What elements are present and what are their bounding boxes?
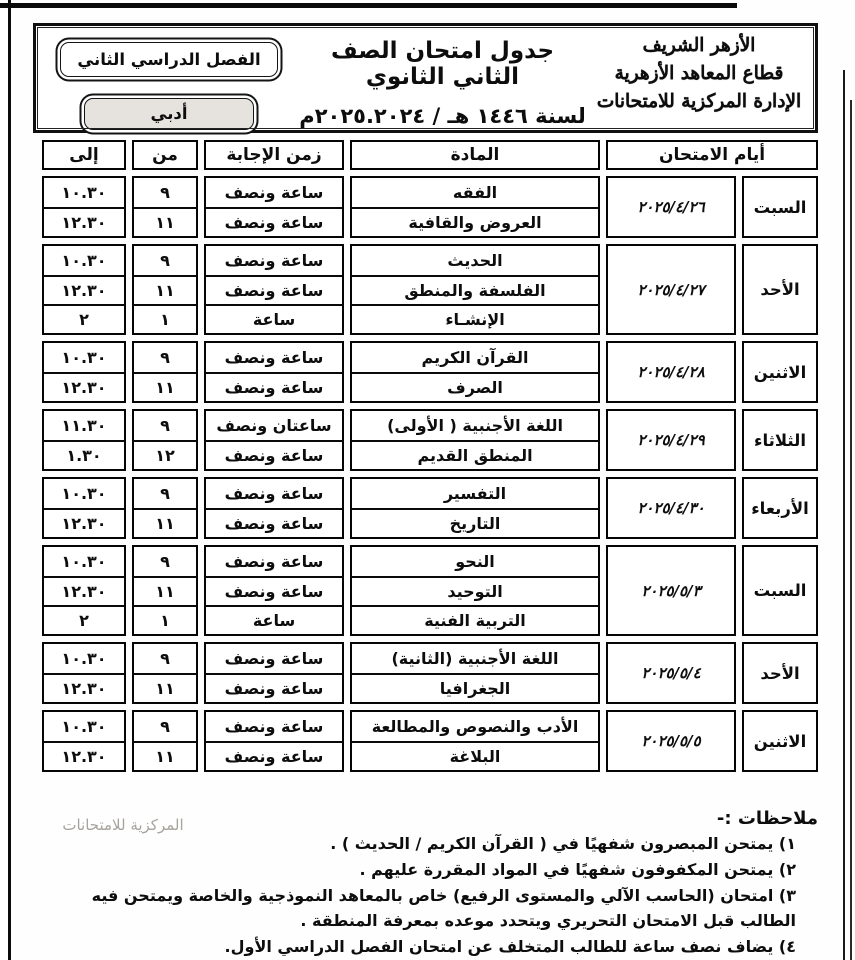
- subject: الإنشـاء: [352, 304, 598, 333]
- day-block: [40, 642, 818, 704]
- start-time: ١١: [134, 372, 196, 401]
- document-header: [33, 23, 818, 133]
- exam-date: ٢٠٢٥/٤/٣٠: [606, 477, 736, 539]
- duration: ساعة ونصف: [224, 484, 324, 503]
- start-time: ١١: [134, 741, 196, 770]
- durations-cell: [204, 477, 344, 539]
- note-item-3: ٣) امتحان (الحاسب الآلي والمستوى الرفيع) خاص بالمعاهد النموذجية والخاصة ويمتحن فيه الطالب قبل الامتحان التحريري ويتحدد موعده بمعرفة المنطقة .: [91, 886, 796, 930]
- notes-title: ملاحظات :-: [716, 808, 818, 829]
- from-cell: [132, 409, 198, 471]
- table-header-row: [40, 140, 818, 170]
- duration: ساعة: [206, 605, 342, 634]
- day-name: الاثنين: [742, 341, 818, 403]
- note-item-4: ٤) يضاف نصف ساعة للطالب المتخلف عن امتحان الفصل الدراسي الأول.: [224, 937, 796, 956]
- subject: الفلسفة والمنطق: [352, 275, 598, 304]
- to-cell: [42, 710, 126, 772]
- header-inner: [36, 26, 815, 130]
- start-time: ١١: [134, 508, 196, 537]
- title-block: [298, 26, 587, 130]
- subjects-cell: [350, 409, 600, 471]
- duration: ساعة ونصف: [206, 741, 342, 770]
- day-block: [40, 409, 818, 471]
- duration: ساعة ونصف: [206, 207, 342, 236]
- col-header-to: إلى: [42, 140, 126, 170]
- exam-date: ٢٠٢٥/٥/٥: [606, 710, 736, 772]
- subject: الأدب والنصوص والمطالعة: [371, 717, 579, 736]
- end-time: ١٠.٣٠: [61, 484, 107, 503]
- end-time: ١٠.٣٠: [61, 649, 107, 668]
- exam-date: ٢٠٢٥/٤/٢٨: [606, 341, 736, 403]
- subject: التوحيد: [352, 576, 598, 605]
- exam-date: ٢٠٢٥/٤/٢٧: [606, 244, 736, 335]
- org-line-1: الأزهر الشريف: [642, 35, 756, 56]
- duration: ساعة ونصف: [224, 649, 324, 668]
- start-time: ٩: [160, 348, 170, 367]
- day-name: الاثنين: [742, 710, 818, 772]
- end-time: ١٢.٣٠: [44, 372, 124, 401]
- durations-cell: [204, 409, 344, 471]
- end-time: ١٠.٣٠: [61, 183, 107, 202]
- day-name: السبت: [742, 176, 818, 238]
- subjects-cell: [350, 477, 600, 539]
- start-time: ١٢: [134, 440, 196, 469]
- start-time: ٩: [160, 183, 170, 202]
- to-cell: [42, 244, 126, 335]
- start-time: ١: [134, 304, 196, 333]
- subject: اللغة الأجنبية (الثانية): [391, 649, 559, 668]
- to-cell: [42, 341, 126, 403]
- from-cell: [132, 341, 198, 403]
- subject: العروض والقافية: [352, 207, 598, 236]
- end-time: ١٢.٣٠: [44, 673, 124, 702]
- durations-cell: [204, 341, 344, 403]
- subject: النحو: [455, 552, 495, 571]
- day-block: [40, 477, 818, 539]
- day-block: [40, 545, 818, 636]
- page-subtitle-year: لسنة ١٤٤٦ هـ / ٢٠٢٥.٢٠٢٤م: [299, 104, 586, 128]
- from-cell: [132, 545, 198, 636]
- col-header-from: من: [132, 140, 198, 170]
- start-time: ٩: [160, 552, 170, 571]
- end-time: ١١.٣٠: [61, 416, 107, 435]
- start-time: ١١: [134, 275, 196, 304]
- day-name: السبت: [742, 545, 818, 636]
- start-time: ١: [134, 605, 196, 634]
- end-time: ٢: [44, 304, 124, 333]
- subjects-cell: [350, 710, 600, 772]
- start-time: ٩: [160, 717, 170, 736]
- start-time: ٩: [160, 251, 170, 270]
- day-name: الأحد: [742, 642, 818, 704]
- end-time: ١٢.٣٠: [44, 207, 124, 236]
- subjects-cell: [350, 545, 600, 636]
- subject: التفسير: [443, 484, 507, 503]
- to-cell: [42, 545, 126, 636]
- org-line-3: الإدارة المركزية للامتحانات: [596, 90, 802, 112]
- end-time: ١٠.٣٠: [61, 552, 107, 571]
- col-header-duration: زمن الإجابة: [204, 140, 344, 170]
- duration: ساعة ونصف: [224, 717, 324, 736]
- col-header-days: أيام الامتحان: [606, 140, 818, 170]
- note-item-1: ١) يمتحن المبصرون شفهيًا في ( القرآن الكريم / الحديث ) .: [330, 834, 796, 853]
- start-time: ٩: [160, 484, 170, 503]
- end-time: ١٠.٣٠: [61, 251, 107, 270]
- subject: الصرف: [352, 372, 598, 401]
- subject: المنطق القديم: [352, 440, 598, 469]
- subject: البلاغة: [352, 741, 598, 770]
- end-time: ١٢.٣٠: [44, 576, 124, 605]
- duration: ساعة ونصف: [206, 673, 342, 702]
- start-time: ١١: [134, 207, 196, 236]
- subject: القرآن الكريم: [421, 348, 529, 367]
- end-time: ١.٣٠: [44, 440, 124, 469]
- subject: الجغرافيا: [352, 673, 598, 702]
- to-cell: [42, 176, 126, 238]
- duration: ساعة ونصف: [206, 275, 342, 304]
- page-title: جدول امتحان الصف الثاني الثانوي: [330, 38, 555, 90]
- exam-date: ٢٠٢٥/٤/٢٩: [606, 409, 736, 471]
- day-name: الثلاثاء: [742, 409, 818, 471]
- to-cell: [42, 477, 126, 539]
- end-time: ٢: [44, 605, 124, 634]
- day-block: [40, 710, 818, 772]
- subject: اللغة الأجنبية ( الأولى): [387, 416, 563, 435]
- end-time: ١٢.٣٠: [44, 508, 124, 537]
- subject: الفقه: [452, 183, 498, 202]
- from-cell: [132, 244, 198, 335]
- duration: ساعة ونصف: [206, 508, 342, 537]
- org-calligraphy: [587, 26, 815, 130]
- duration: ساعة ونصف: [206, 372, 342, 401]
- col-header-subject: المادة: [350, 140, 600, 170]
- day-name: الأحد: [742, 244, 818, 335]
- subjects-cell: [350, 341, 600, 403]
- exam-date: ٢٠٢٥/٥/٣: [606, 545, 736, 636]
- semester-badge: الفصل الدراسي الثاني: [60, 42, 278, 77]
- duration: ساعة: [206, 304, 342, 333]
- day-block: [40, 176, 818, 238]
- from-cell: [132, 642, 198, 704]
- exam-date: ٢٠٢٥/٥/٤: [606, 642, 736, 704]
- duration: ساعة ونصف: [224, 552, 324, 571]
- badges-column: [36, 26, 298, 130]
- from-cell: [132, 477, 198, 539]
- duration: ساعة ونصف: [224, 183, 324, 202]
- subject: التاريخ: [352, 508, 598, 537]
- subject: التربية الفنية: [352, 605, 598, 634]
- scan-edge-top: [0, 3, 737, 8]
- end-time: ١٠.٣٠: [61, 717, 107, 736]
- start-time: ١١: [134, 673, 196, 702]
- durations-cell: [204, 545, 344, 636]
- duration: ساعة ونصف: [224, 251, 324, 270]
- exam-date: ٢٠٢٥/٤/٢٦: [606, 176, 736, 238]
- note-item-2: ٢) يمتحن المكفوفون شفهيًا في المواد المقررة عليهم .: [359, 860, 796, 879]
- duration: ساعة ونصف: [206, 440, 342, 469]
- scan-edge-left: [8, 0, 11, 960]
- duration: ساعة ونصف: [224, 348, 324, 367]
- end-time: ١٠.٣٠: [61, 348, 107, 367]
- start-time: ٩: [160, 649, 170, 668]
- scan-edge-right: [843, 70, 845, 960]
- duration: ساعتان ونصف: [216, 416, 332, 435]
- day-name: الأربعاء: [742, 477, 818, 539]
- from-cell: [132, 710, 198, 772]
- durations-cell: [204, 710, 344, 772]
- day-block: [40, 244, 818, 335]
- day-block: [40, 341, 818, 403]
- start-time: ١١: [134, 576, 196, 605]
- durations-cell: [204, 642, 344, 704]
- gray-stamp-text: المركزية للامتحانات: [62, 816, 184, 834]
- to-cell: [42, 409, 126, 471]
- duration: ساعة ونصف: [206, 576, 342, 605]
- subjects-cell: [350, 642, 600, 704]
- exam-schedule-table: [40, 140, 818, 778]
- start-time: ٩: [160, 416, 170, 435]
- to-cell: [42, 642, 126, 704]
- subjects-cell: [350, 176, 600, 238]
- durations-cell: [204, 176, 344, 238]
- from-cell: [132, 176, 198, 238]
- subjects-cell: [350, 244, 600, 335]
- scan-edge-right-2: [850, 100, 852, 960]
- subject: الحديث: [447, 251, 503, 270]
- end-time: ١٢.٣٠: [44, 275, 124, 304]
- end-time: ١٢.٣٠: [44, 741, 124, 770]
- durations-cell: [204, 244, 344, 335]
- track-badge: أدبي: [84, 98, 254, 130]
- org-line-2: قطاع المعاهد الأزهرية: [614, 62, 784, 84]
